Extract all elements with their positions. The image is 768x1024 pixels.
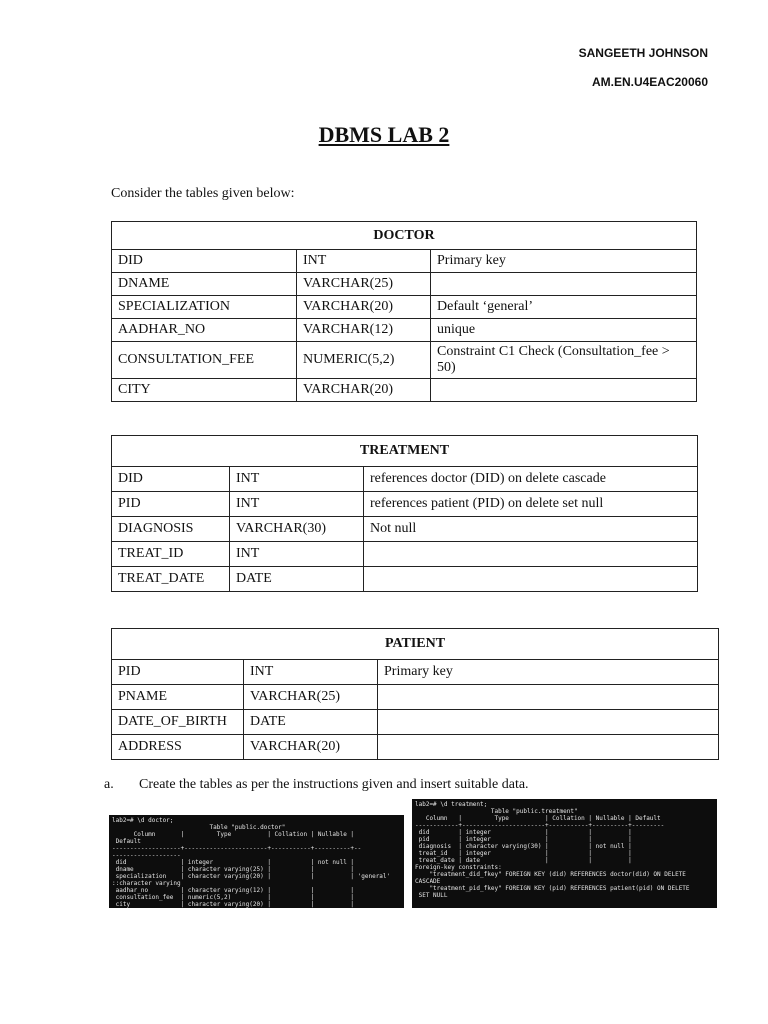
table-cell: VARCHAR(20) — [297, 296, 431, 319]
table-row — [112, 710, 719, 735]
terminal-line: consultation_fee | numeric(5,2) | | | — [112, 894, 355, 901]
table-cell: INT — [297, 250, 431, 273]
table-cell: PID — [112, 660, 244, 685]
table-cell: VARCHAR(20) — [244, 735, 378, 760]
table-cell: INT — [244, 660, 378, 685]
terminal-line: did | integer | | | — [415, 829, 632, 836]
table-cell — [431, 273, 697, 296]
table-cell — [378, 710, 719, 735]
terminal-line: -------------------+-----------------------+-----------+----------+-- — [112, 845, 362, 852]
terminal-line: Foreign-key constraints: — [415, 864, 502, 871]
table-row — [112, 492, 698, 517]
table-row — [112, 542, 698, 567]
table-cell: unique — [431, 319, 697, 342]
terminal-line: SET NULL — [415, 892, 448, 899]
table-row — [112, 685, 719, 710]
table-cell: Constraint C1 Check (Consultation_fee > 50) — [431, 342, 697, 379]
table-cell: VARCHAR(12) — [297, 319, 431, 342]
table-cell: CITY — [112, 379, 297, 402]
table-cell: Default ‘general’ — [431, 296, 697, 319]
table-cell: SPECIALIZATION — [112, 296, 297, 319]
table-cell: DID — [112, 467, 230, 492]
treatment-terminal-screenshot — [412, 799, 717, 908]
table-cell — [364, 542, 698, 567]
patient-table — [111, 628, 719, 760]
terminal-line: aadhar_no | character varying(12) | | | — [112, 887, 355, 894]
table-cell: references patient (PID) on delete set null — [364, 492, 698, 517]
table-row — [112, 319, 697, 342]
table-row — [112, 250, 697, 273]
table-cell: DATE — [244, 710, 378, 735]
instruction-item — [104, 777, 529, 793]
patient-table-caption: PATIENT — [112, 629, 719, 660]
table-cell: Not null — [364, 517, 698, 542]
table-cell: VARCHAR(30) — [230, 517, 364, 542]
table-cell: VARCHAR(25) — [297, 273, 431, 296]
terminal-line: treat_date | date | | | — [415, 857, 632, 864]
table-cell: DIAGNOSIS — [112, 517, 230, 542]
table-row — [112, 660, 719, 685]
table-row — [112, 467, 698, 492]
terminal-line: "treatment_pid_fkey" FOREIGN KEY (pid) REFERENCES patient(pid) ON DELETE — [415, 885, 690, 892]
treatment-table-caption: TREATMENT — [112, 436, 698, 467]
table-row — [112, 296, 697, 319]
treatment-table — [111, 435, 698, 592]
table-row — [112, 735, 719, 760]
terminal-line: Column | Type | Collation | Nullable | — [112, 831, 355, 838]
table-row — [112, 567, 698, 592]
table-cell — [364, 567, 698, 592]
terminal-line: "treatment_did_fkey" FOREIGN KEY (did) REFERENCES doctor(did) ON DELETE — [415, 871, 686, 878]
table-cell: TREAT_DATE — [112, 567, 230, 592]
table-row — [112, 517, 698, 542]
doctor-table — [111, 221, 697, 402]
terminal-line: Column | Type | Collation | Nullable | Default — [415, 815, 661, 822]
table-cell: TREAT_ID — [112, 542, 230, 567]
table-cell: VARCHAR(20) — [297, 379, 431, 402]
terminal-line: Table "public.treatment" — [415, 808, 578, 815]
terminal-line: CASCADE — [415, 878, 441, 885]
terminal-line: Default — [112, 838, 141, 845]
table-cell — [431, 379, 697, 402]
terminal-line: pid | integer | | | — [415, 836, 632, 843]
table-cell: DATE_OF_BIRTH — [112, 710, 244, 735]
table-cell: references doctor (DID) on delete cascade — [364, 467, 698, 492]
terminal-line: ------------------- — [112, 852, 181, 859]
instruction-number: a. — [104, 777, 114, 792]
table-cell: VARCHAR(25) — [244, 685, 378, 710]
terminal-line: ------------+-----------------------+-----------+----------+--------- — [415, 822, 665, 829]
table-cell: PID — [112, 492, 230, 517]
terminal-line: specialization | character varying(20) | | | 'general' — [112, 873, 391, 880]
table-cell: ADDRESS — [112, 735, 244, 760]
doctor-table-caption: DOCTOR — [112, 222, 697, 250]
table-cell: DATE — [230, 567, 364, 592]
table-cell: INT — [230, 542, 364, 567]
terminal-line: diagnosis | character varying(30) | | not null | — [415, 843, 632, 850]
terminal-line: ::character varying — [112, 880, 181, 887]
table-cell: CONSULTATION_FEE — [112, 342, 297, 379]
table-cell: PNAME — [112, 685, 244, 710]
table-cell: Primary key — [431, 250, 697, 273]
terminal-line: Table "public.doctor" — [112, 824, 286, 831]
page-title: DBMS LAB 2 — [318, 122, 450, 147]
table-cell: DID — [112, 250, 297, 273]
table-cell: NUMERIC(5,2) — [297, 342, 431, 379]
table-row — [112, 379, 697, 402]
table-row — [112, 342, 697, 379]
instruction-text: Create the tables as per the instructions given and insert suitable data. — [139, 777, 529, 792]
terminal-line: did | integer | | not null | — [112, 859, 355, 866]
table-cell: INT — [230, 467, 364, 492]
table-row — [112, 273, 697, 296]
table-cell: INT — [230, 492, 364, 517]
author-name: SANGEETH JOHNSON — [578, 46, 708, 60]
intro-text: Consider the tables given below: — [111, 186, 295, 201]
table-cell: AADHAR_NO — [112, 319, 297, 342]
terminal-line: lab2=# \d doctor; — [112, 817, 174, 824]
terminal-line: lab2=# \d treatment; — [415, 801, 488, 808]
doctor-terminal-screenshot — [109, 815, 404, 908]
terminal-line: treat_id | integer | | | — [415, 850, 632, 857]
table-cell — [378, 735, 719, 760]
table-cell: Primary key — [378, 660, 719, 685]
terminal-line: dname | character varying(25) | | | — [112, 866, 355, 873]
table-cell — [378, 685, 719, 710]
roll-number: AM.EN.U4EAC20060 — [591, 75, 708, 89]
table-cell: DNAME — [112, 273, 297, 296]
terminal-line: city | character varying(20) | | | — [112, 901, 355, 908]
